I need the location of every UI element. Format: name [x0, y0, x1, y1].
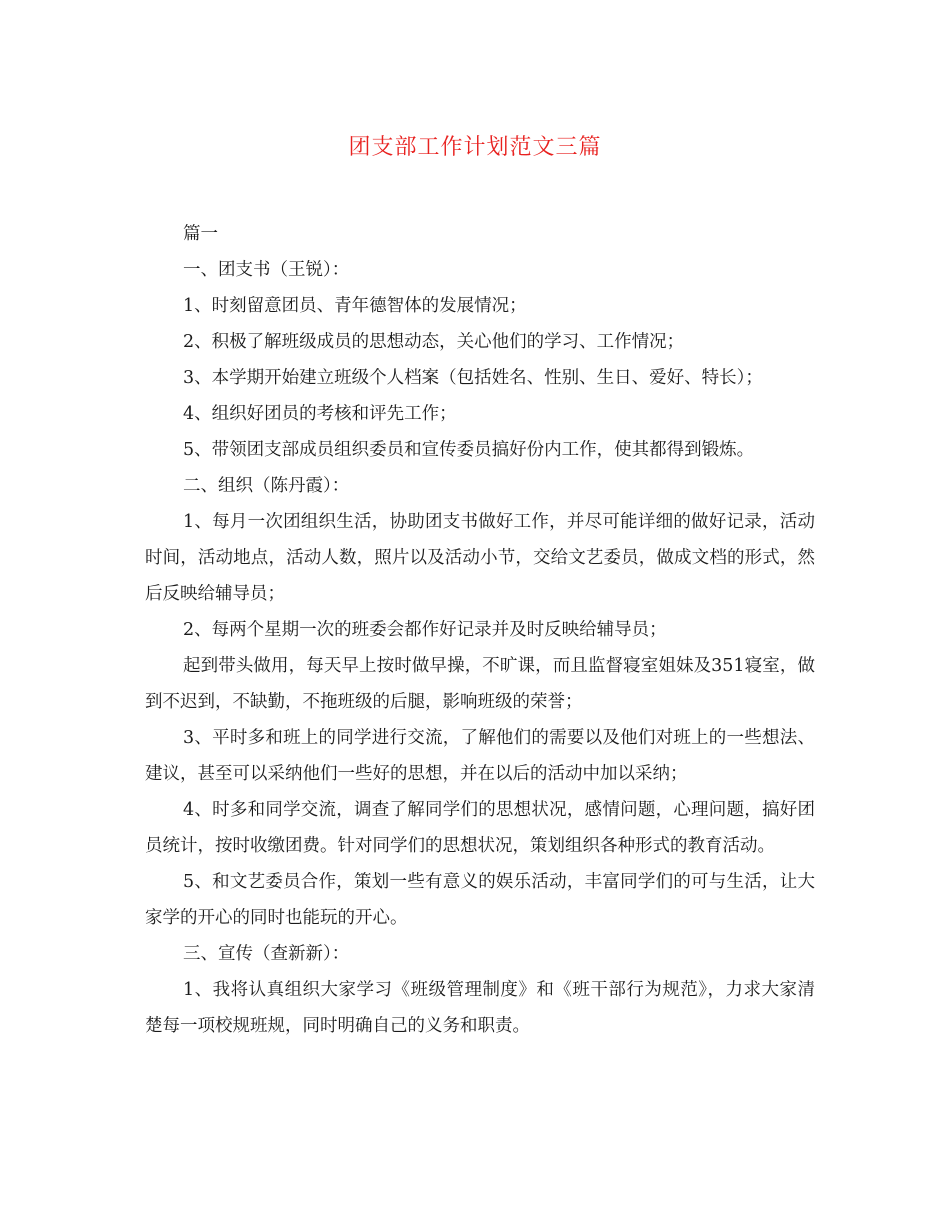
- document-body: [145, 216, 815, 1044]
- list-item: 5、和文艺委员合作，策划一些有意义的娱乐活动，丰富同学们的可与生活，让大家学的开心的同时也能玩的开心。: [145, 872, 815, 928]
- list-item: 1、时刻留意团员、青年德智体的发展情况；: [183, 296, 527, 316]
- list-item: 2、积极了解班级成员的思想动态，关心他们的学习、工作情况；: [183, 332, 685, 352]
- subsection-heading: 一、团支书（王锐）：: [183, 260, 350, 280]
- subsection-heading: 三、宣传（查新新）：: [183, 944, 350, 964]
- body-paragraph: 起到带头做用，每天早上按时做早操，不旷课，而且监督寝室姐妹及351寝室，做到不迟到，不缺勤，不拖班级的后腿，影响班级的荣誉；: [145, 656, 815, 712]
- document-title: 团支部工作计划范文三篇: [348, 135, 602, 160]
- list-item: 1、我将认真组织大家学习《班级管理制度》和《班干部行为规范》，力求大家清楚每一项校规班规，同时明确自己的义务和职责。: [145, 980, 815, 1036]
- list-item: 3、本学期开始建立班级个人档案（包括姓名、性别、生日、爱好、特长）；: [183, 368, 763, 388]
- section-heading: 篇一: [183, 224, 218, 244]
- list-item: 5、带领团支部成员组织委员和宣传委员搞好份内工作，使其都得到锻炼。: [183, 440, 755, 460]
- list-item: 2、每两个星期一次的班委会都作好记录并及时反映给辅导员；: [183, 620, 667, 640]
- list-item: 1、每月一次团组织生活，协助团支书做好工作，并尽可能详细的做好记录，活动时间，活动地点，活动人数，照片以及活动小节，交给文艺委员，做成文档的形式，然后反映给辅导员；: [145, 512, 815, 604]
- list-item: 3、平时多和班上的同学进行交流，了解他们的需要以及他们对班上的一些想法、建议，甚至可以采纳他们一些好的思想，并在以后的活动中加以采纳；: [145, 728, 815, 784]
- list-item: 4、时多和同学交流，调查了解同学们的思想状况，感情问题，心理问题，搞好团员统计，按时收缴团费。针对同学们的思想状况，策划组织各种形式的教育活动。: [145, 800, 815, 856]
- subsection-heading: 二、组织（陈丹霞）：: [183, 476, 350, 496]
- list-item: 4、组织好团员的考核和评先工作；: [183, 404, 457, 424]
